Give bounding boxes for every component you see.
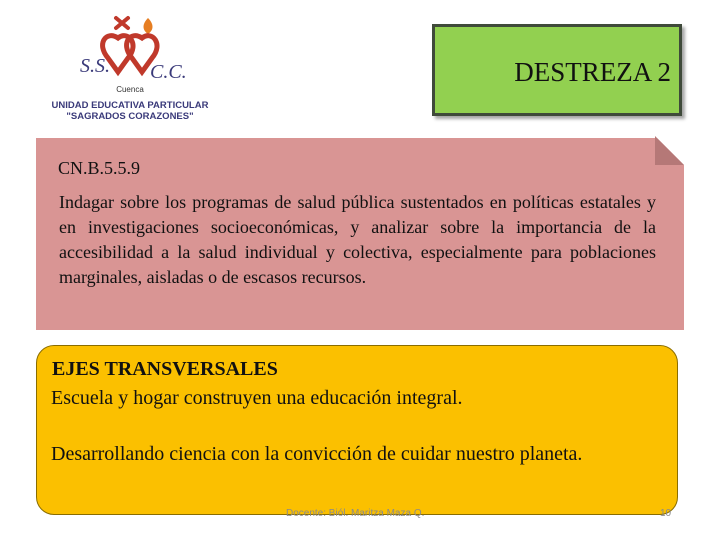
footer-teacher: Docente: Biól. Maritza Maza Q.	[286, 508, 425, 519]
skill-box	[432, 24, 682, 116]
logo-school-name: "SAGRADOS CORAZONES"	[66, 111, 194, 122]
logo-city: Cuenca	[116, 85, 144, 94]
axes-title: EJES TRANSVERSALES	[52, 358, 278, 380]
school-logo	[50, 12, 210, 124]
logo-school-type: UNIDAD EDUCATIVA PARTICULAR	[51, 100, 209, 111]
page-number: 10	[660, 508, 672, 519]
competence-code: CN.B.5.5.9	[58, 158, 141, 178]
axes-statement-1: Escuela y hogar construyen una educación integral.	[51, 387, 463, 409]
logo-initials-right: C.C.	[150, 61, 187, 83]
skill-title: DESTREZA 2	[514, 57, 671, 87]
competence-text: Indagar sobre los programas de salud pública sustentados en políticas estatales y en investigaciones socioeconómicas, y analizar sobre la importancia de la accesibilidad a la salud individual y colectiva, especialmente para poblaciones marginales, aisladas o de escasos recursos.	[59, 192, 656, 287]
axes-statement-2: Desarrollando ciencia con la convicción de cuidar nuestro planeta.	[51, 443, 583, 465]
logo-initials-left: S.S.	[80, 55, 110, 77]
folded-corner-icon	[655, 136, 687, 168]
